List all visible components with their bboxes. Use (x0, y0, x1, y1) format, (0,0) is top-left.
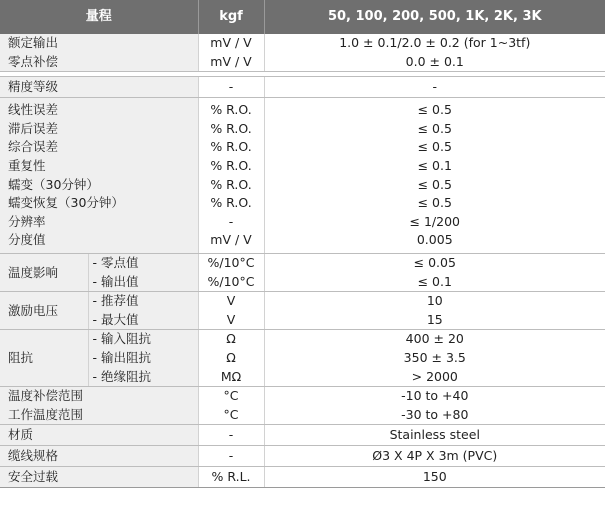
label-rated-output: 额定输出 (8, 35, 59, 50)
excitation-units (198, 292, 264, 330)
unit-linearity: % R.O. (210, 102, 252, 118)
row-excitation (0, 292, 605, 330)
unit-output-value: %/10°C (207, 273, 255, 289)
value-recommended: 10 (426, 293, 443, 309)
value-maximum: 15 (426, 311, 443, 327)
value-overload: 150 (264, 467, 605, 488)
label-operating-range: 工作温度范围 (8, 406, 84, 422)
label-impedance: 阻抗 (0, 330, 88, 387)
value-division: 0.005 (416, 232, 453, 248)
value-cable: Ø3 X 4P X 3m (PVC) (264, 446, 605, 467)
unit-combined-error: % R.O. (210, 139, 252, 155)
label-hysteresis: 滞后误差 (8, 120, 59, 136)
unit-rated-output: mV / V (210, 35, 252, 50)
label-resolution: 分辨率 (8, 213, 46, 229)
value-hysteresis: ≤ 0.5 (417, 120, 452, 136)
label-creep: 蠕变（30分钟） (8, 176, 99, 192)
error-units (198, 98, 264, 254)
value-output-impedance: 350 ± 3.5 (403, 349, 466, 365)
label-combined-error: 综合误差 (8, 139, 59, 155)
unit-creep: % R.O. (210, 176, 252, 192)
unit-division: mV / V (210, 232, 252, 248)
value-resolution: ≤ 1/200 (409, 213, 460, 229)
value-input-impedance: 400 ± 20 (405, 331, 464, 347)
row-output (0, 34, 605, 72)
label-overload: 安全过载 (0, 467, 198, 488)
temp-range-units (198, 387, 264, 425)
temp-range-labels (0, 387, 198, 425)
unit-maximum: V (226, 311, 236, 327)
value-material: Stainless steel (264, 425, 605, 446)
impedance-units (198, 330, 264, 387)
value-output-value: ≤ 0.1 (417, 273, 452, 289)
label-cable: 缆线规格 (0, 446, 198, 467)
label-zero-balance: 零点补偿 (8, 53, 59, 69)
row-accuracy (0, 77, 605, 98)
value-zero-balance: 0.0 ± 0.1 (405, 53, 464, 69)
unit-overload: % R.L. (198, 467, 264, 488)
output-units (198, 34, 264, 72)
excitation-subs (88, 292, 198, 330)
header-values: 50, 100, 200, 500, 1K, 2K, 3K (264, 0, 605, 34)
unit-zero-balance: mV / V (210, 53, 252, 69)
value-creep-recovery: ≤ 0.5 (417, 195, 452, 211)
header-capacity: 量程 (0, 0, 198, 34)
row-cable (0, 446, 605, 467)
row-overload (0, 467, 605, 488)
sub-output-impedance: - 输出阻抗 (92, 349, 151, 365)
unit-compensated-range: °C (223, 388, 239, 404)
temp-range-values (264, 387, 605, 425)
sub-insulation: - 绝缘阻抗 (92, 368, 151, 384)
header-row (0, 0, 605, 34)
header-unit: kgf (198, 0, 264, 34)
value-combined-error: ≤ 0.5 (417, 139, 452, 155)
label-compensated-range: 温度补偿范围 (8, 388, 84, 404)
row-temperature-effect (0, 253, 605, 291)
temperature-effect-values (264, 253, 605, 291)
value-operating-range: -30 to +80 (401, 406, 469, 422)
output-labels (0, 34, 198, 72)
unit-resolution: - (228, 213, 234, 229)
value-linearity: ≤ 0.5 (417, 102, 452, 118)
sub-output-value: - 输出值 (92, 273, 139, 289)
label-creep-recovery: 蠕变恢复（30分钟） (8, 195, 124, 211)
row-temperature-range (0, 387, 605, 425)
row-material (0, 425, 605, 446)
unit-recommended: V (226, 293, 236, 309)
unit-output-impedance: Ω (226, 349, 236, 365)
unit-operating-range: °C (223, 406, 239, 422)
label-temperature-effect: 温度影响 (0, 253, 88, 291)
value-insulation: > 2000 (411, 368, 458, 384)
error-labels (0, 98, 198, 254)
label-repeatability: 重复性 (8, 157, 46, 173)
value-rated-output: 1.0 ± 0.1/2.0 ± 0.2 (for 1~3tf) (339, 35, 531, 50)
label-division: 分度值 (8, 232, 46, 248)
row-errors (0, 98, 605, 254)
unit-insulation: MΩ (220, 368, 242, 384)
unit-creep-recovery: % R.O. (210, 195, 252, 211)
unit-input-impedance: Ω (226, 331, 236, 347)
error-values (264, 98, 605, 254)
sub-input-impedance: - 输入阻抗 (92, 331, 151, 347)
sub-maximum: - 最大值 (92, 311, 139, 327)
value-compensated-range: -10 to +40 (401, 388, 469, 404)
value-creep: ≤ 0.5 (417, 176, 452, 192)
value-zero-value: ≤ 0.05 (413, 254, 456, 270)
unit-cable: - (198, 446, 264, 467)
label-accuracy: 精度等级 (0, 77, 198, 98)
label-material: 材质 (0, 425, 198, 446)
output-values (264, 34, 605, 72)
label-excitation: 激励电压 (0, 292, 88, 330)
temperature-effect-subs (88, 253, 198, 291)
sub-recommended: - 推荐值 (92, 293, 139, 309)
impedance-values (264, 330, 605, 387)
unit-hysteresis: % R.O. (210, 120, 252, 136)
unit-accuracy: - (198, 77, 264, 98)
label-linearity: 线性误差 (8, 102, 59, 118)
sub-zero-value: - 零点值 (92, 254, 139, 270)
temperature-effect-units (198, 253, 264, 291)
row-impedance (0, 330, 605, 387)
unit-repeatability: % R.O. (210, 157, 252, 173)
value-accuracy: - (264, 77, 605, 98)
excitation-values (264, 292, 605, 330)
value-repeatability: ≤ 0.1 (417, 157, 452, 173)
impedance-subs (88, 330, 198, 387)
unit-zero-value: %/10°C (207, 254, 255, 270)
unit-material: - (198, 425, 264, 446)
